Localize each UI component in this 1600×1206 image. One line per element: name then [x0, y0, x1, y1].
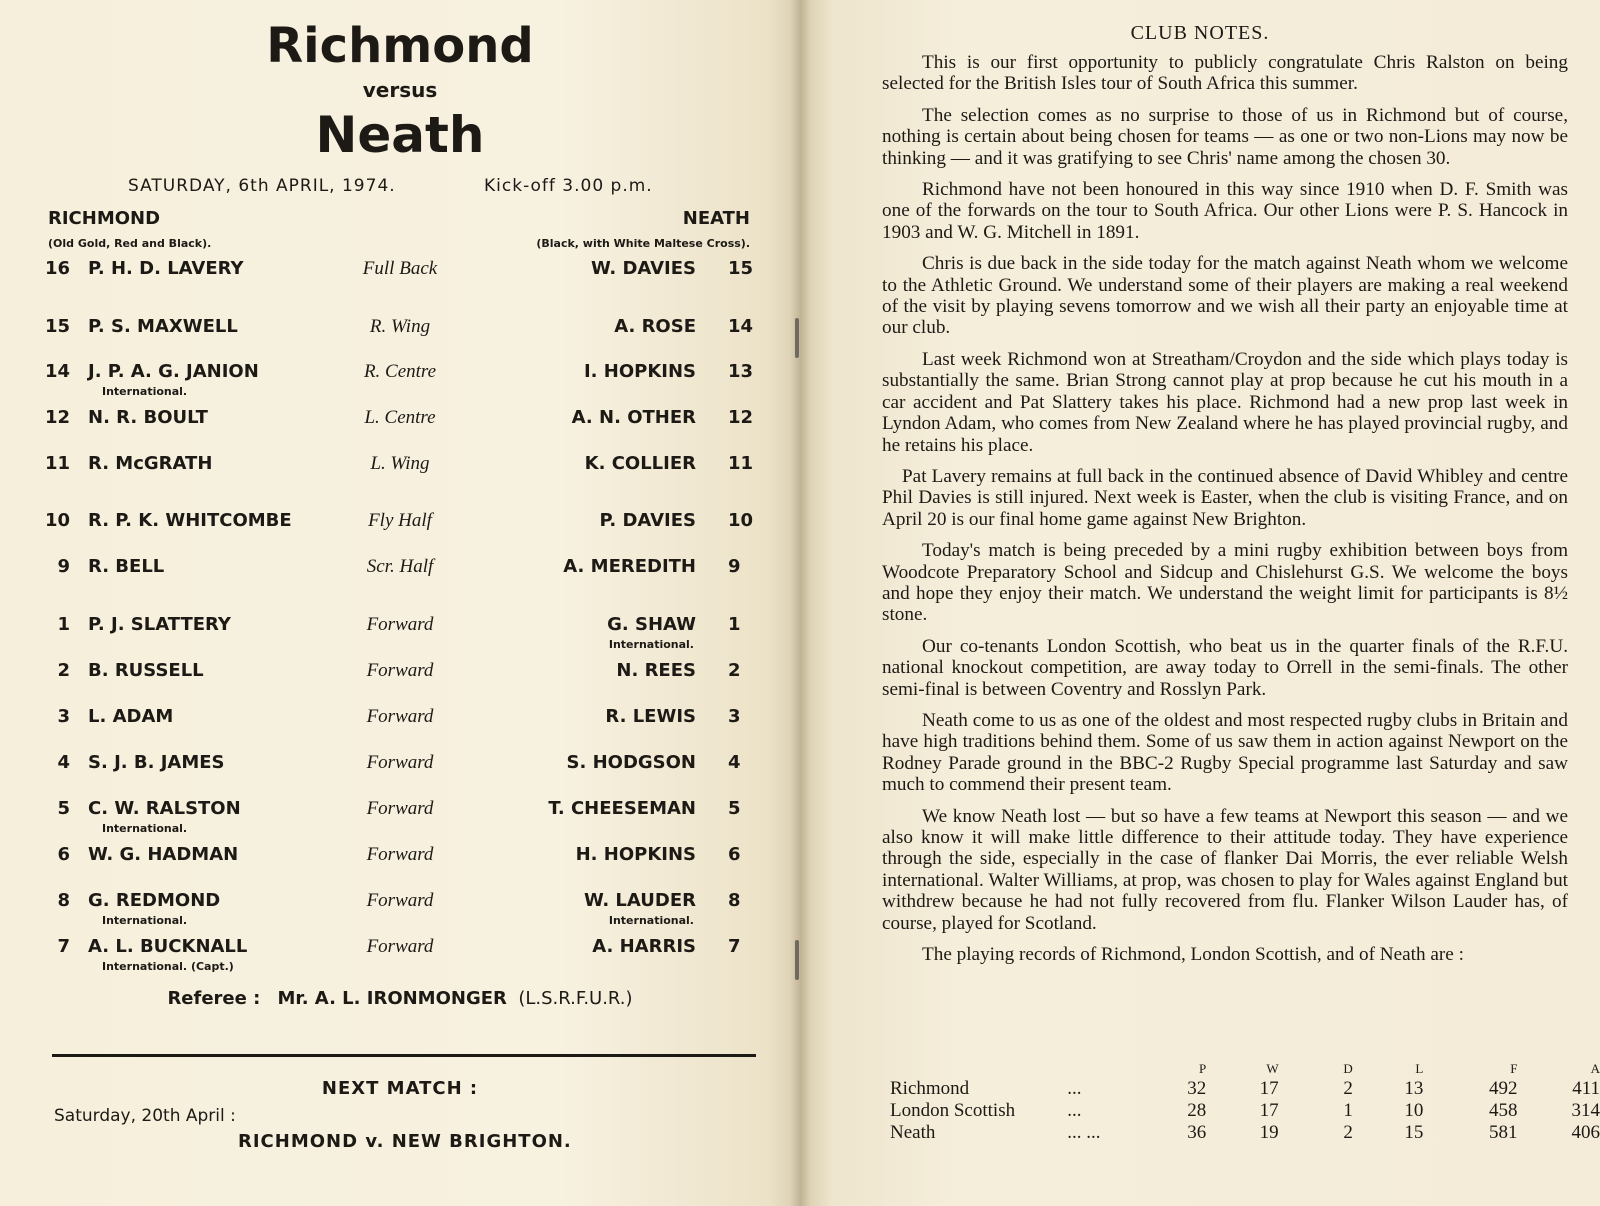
records-col-d: D	[1343, 1061, 1353, 1076]
away-player-name: T. CHEESEMAN	[548, 798, 696, 819]
club-notes-paragraph: Richmond have not been honoured in this way since 1910 when D. F. Smith was one of the forwards on the tour to South Africa. Our other Lions were P. S. Hancock in 1903 and W. G. Mitchell in 1891.	[882, 179, 1568, 243]
referee-line	[0, 988, 800, 1009]
next-match-heading: NEXT MATCH :	[321, 1078, 479, 1099]
home-shirt-number: 1	[57, 614, 70, 635]
home-player-note: International. (Capt.)	[102, 960, 234, 973]
home-team-title: Richmond	[266, 18, 534, 74]
records-value: 15	[1404, 1122, 1424, 1143]
player-position: Full Back	[362, 258, 438, 279]
club-notes-paragraph: The playing records of Richmond, London Scottish, and of Neath are :	[922, 944, 1464, 966]
home-player-name: G. REDMOND	[88, 890, 221, 911]
home-shirt-number: 12	[44, 407, 70, 428]
next-match-fixture: RICHMOND v. NEW BRIGHTON.	[238, 1131, 572, 1152]
club-notes-paragraph: This is our first opportunity to publicly congratulate Chris Ralston on being selected for the British Isles tour of South Africa this summer.	[882, 52, 1568, 95]
home-player-name: P. J. SLATTERY	[88, 614, 231, 635]
records-value: 1	[1343, 1100, 1353, 1121]
home-player-name: R. McGRATH	[88, 453, 213, 474]
lineup-row	[0, 752, 800, 792]
away-player-name: R. LEWIS	[605, 706, 696, 727]
records-value: 19	[1259, 1122, 1279, 1143]
home-player-name: J. P. A. G. JANION	[88, 361, 259, 382]
away-shirt-number: 8	[728, 890, 741, 911]
records-col-w: W	[1266, 1061, 1279, 1076]
player-position: Forward	[366, 890, 434, 911]
club-notes-body	[882, 52, 1568, 975]
home-shirt-number: 6	[57, 844, 70, 865]
records-value: 406	[1571, 1122, 1600, 1143]
referee-society: (L.S.R.F.U.R.)	[518, 988, 633, 1009]
home-shirt-number: 7	[57, 936, 70, 957]
versus-label: versus	[362, 78, 438, 102]
home-player-name: P. S. MAXWELL	[88, 316, 238, 337]
next-match-date: Saturday, 20th April :	[54, 1106, 236, 1126]
player-position: R. Centre	[363, 361, 437, 382]
club-notes-heading: CLUB NOTES.	[1130, 22, 1270, 44]
records-row	[890, 1078, 1600, 1100]
club-notes-paragraph: Last week Richmond won at Streatham/Croydon and the side which plays today is substantially the same. Brian Strong cannot play at prop because he cut his mouth in a car accident and Pat Slattery takes his place. Richmond had a new prop last week in Lyndon Adam, who comes from New Zealand where he has played provincial rugby, and he retains his place.	[882, 348, 1568, 456]
staple-top	[795, 318, 799, 358]
home-player-name: B. RUSSELL	[88, 660, 204, 681]
player-position: Forward	[366, 936, 434, 957]
home-player-name: C. W. RALSTON	[88, 798, 241, 819]
lineup-row	[0, 614, 800, 654]
home-player-name: A. L. BUCKNALL	[88, 936, 248, 957]
away-shirt-number: 9	[728, 556, 741, 577]
records-dots: ... ...	[1067, 1122, 1101, 1143]
referee-label: Referee :	[167, 988, 261, 1009]
records-row	[890, 1100, 1600, 1122]
player-position: Forward	[366, 798, 434, 819]
home-player-name: P. H. D. LAVERY	[88, 258, 244, 279]
away-team-colours: (Black, with White Maltese Cross).	[536, 237, 750, 250]
home-player-note: International.	[102, 914, 188, 927]
player-position: Scr. Half	[366, 556, 434, 577]
lineup-row	[0, 706, 800, 746]
match-date: SATURDAY, 6th APRIL, 1974.	[128, 176, 396, 196]
away-shirt-number: 2	[728, 660, 741, 681]
club-notes-paragraph: Our co-tenants London Scottish, who beat us in the quarter finals of the R.F.U. national knockout competition, are away today to Orrell in the semi-finals. The other semi-final is between Coventry and Rosslyn Park.	[882, 635, 1568, 700]
away-shirt-number: 11	[728, 453, 754, 474]
records-value: 36	[1187, 1122, 1207, 1143]
records-value: 17	[1259, 1078, 1279, 1099]
home-shirt-number: 16	[44, 258, 70, 279]
lineup-row	[0, 556, 800, 596]
home-shirt-number: 9	[57, 556, 70, 577]
lineup-row	[0, 361, 800, 401]
lineup-row	[0, 890, 800, 930]
club-notes-paragraph: The selection comes as no surprise to those of us in Richmond but of course, nothing is certain about being chosen for teams — as one or two non-Lions may now be thinking — and it was gratifying to see Chris' name among the chosen 30.	[882, 104, 1568, 169]
club-notes-paragraph: Today's match is being preceded by a mini rugby exhibition between boys from Woodcote Preparatory School and Sidcup and Chislehurst G.S. We welcome the boys and hope they enjoy their match. We understand the weight limit for participants is 8½ stone.	[882, 540, 1568, 626]
player-position: L. Wing	[370, 453, 430, 474]
away-shirt-number: 12	[728, 407, 754, 428]
away-player-name: N. REES	[616, 660, 696, 681]
records-value: 2	[1343, 1078, 1353, 1099]
lineup-row	[0, 453, 800, 493]
home-shirt-number: 4	[57, 752, 70, 773]
player-position: Forward	[366, 614, 434, 635]
records-value: 32	[1187, 1078, 1207, 1099]
player-position: Forward	[366, 844, 434, 865]
home-shirt-number: 2	[57, 660, 70, 681]
records-value: 17	[1259, 1100, 1279, 1121]
away-player-name: P. DAVIES	[599, 510, 696, 531]
lineup-row	[0, 258, 800, 298]
away-player-note: International.	[608, 638, 694, 651]
away-shirt-number: 6	[728, 844, 741, 865]
away-shirt-number: 15	[728, 258, 754, 279]
records-value: 581	[1488, 1122, 1518, 1143]
home-player-name: R. BELL	[88, 556, 165, 577]
club-notes-paragraph: Chris is due back in the side today for the match against Neath whom we welcome to the Athletic Ground. We understand some of their players are making a real weekend of the visit by playing sevens tomorrow and we wish all their party an enjoyable time at our club.	[882, 253, 1568, 339]
away-player-name: A. MEREDITH	[563, 556, 696, 577]
lineup-row	[0, 316, 800, 356]
player-position: Fly Half	[368, 510, 432, 531]
away-shirt-number: 4	[728, 752, 741, 773]
away-shirt-number: 3	[728, 706, 741, 727]
home-shirt-number: 10	[44, 510, 70, 531]
records-value: 411	[1572, 1078, 1600, 1099]
home-player-name: L. ADAM	[88, 706, 174, 727]
player-position: Forward	[366, 706, 434, 727]
records-col-a: A	[1590, 1061, 1600, 1076]
records-col-f: F	[1510, 1061, 1518, 1076]
away-team-heading: NEATH	[682, 208, 750, 229]
home-shirt-number: 11	[44, 453, 70, 474]
playing-records-table	[890, 1060, 1600, 1144]
records-value: 28	[1187, 1100, 1207, 1121]
away-player-name: W. LAUDER	[583, 890, 696, 911]
club-notes-paragraph: Pat Lavery remains at full back in the continued absence of David Whibley and centre Phil Davies is still injured. Next week is Easter, when the club is visiting France, and on April 20 is our final home game against New Brighton.	[882, 465, 1568, 530]
home-shirt-number: 15	[44, 316, 70, 337]
records-value: 10	[1404, 1100, 1424, 1121]
home-shirt-number: 3	[57, 706, 70, 727]
away-shirt-number: 7	[728, 936, 741, 957]
home-player-name: W. G. HADMAN	[88, 844, 239, 865]
records-dots: ...	[1067, 1078, 1082, 1099]
away-player-name: A. N. OTHER	[571, 407, 696, 428]
home-team-colours: (Old Gold, Red and Black).	[48, 237, 212, 250]
player-position: Forward	[366, 752, 434, 773]
records-value: 2	[1343, 1122, 1353, 1143]
away-player-name: W. DAVIES	[590, 258, 696, 279]
records-dots: ...	[1067, 1100, 1082, 1121]
away-player-name: A. HARRIS	[592, 936, 696, 957]
player-position: L. Centre	[364, 407, 436, 428]
lineup-row	[0, 510, 800, 550]
away-player-note: International.	[608, 914, 694, 927]
staple-bottom	[795, 940, 799, 980]
records-value: 492	[1488, 1078, 1518, 1099]
away-shirt-number: 10	[728, 510, 754, 531]
club-notes-paragraph: Neath come to us as one of the oldest and most respected rugby clubs in Britain and have high traditions behind them. Some of us saw them in action against Newport on the Rodney Parade ground in the BBC-2 Rugby Special programme last Saturday and saw much to commend their present team.	[882, 709, 1568, 796]
club-notes-paragraph: We know Neath lost — but so have a few teams at Newport this season — and we also know it will make little difference to their attitude today. They have experience through the side, especially in the case of flanker Dai Morris, the ever reliable Welsh international. Walter Williams, at prop, was chosen to play for Wales against England but withdrew because he had not fully recovered from flu. Flanker Wilson Lauder has, of course, played for Scotland.	[882, 805, 1568, 934]
records-team: Neath	[890, 1122, 936, 1143]
away-player-name: G. SHAW	[607, 614, 696, 635]
centre-fold	[790, 0, 810, 1206]
records-value: 314	[1571, 1100, 1600, 1121]
lineup-row	[0, 798, 800, 838]
referee-name: Mr. A. L. IRONMONGER	[277, 988, 507, 1009]
records-row	[890, 1122, 1600, 1144]
records-team: Richmond	[890, 1078, 970, 1099]
divider-rule	[52, 1054, 756, 1057]
home-player-name: N. R. BOULT	[88, 407, 208, 428]
home-player-note: International.	[102, 822, 188, 835]
away-shirt-number: 13	[728, 361, 754, 382]
lineup-row	[0, 660, 800, 700]
away-shirt-number: 1	[728, 614, 741, 635]
home-shirt-number: 14	[44, 361, 70, 382]
home-player-note: International.	[102, 385, 188, 398]
away-shirt-number: 5	[728, 798, 741, 819]
records-col-p: P	[1198, 1061, 1207, 1076]
away-team-title: Neath	[315, 106, 485, 164]
away-player-name: H. HOPKINS	[575, 844, 696, 865]
lineup-row	[0, 936, 800, 976]
records-value: 458	[1488, 1100, 1518, 1121]
club-notes-page	[800, 0, 1600, 1206]
player-position: Forward	[366, 660, 434, 681]
away-shirt-number: 14	[728, 316, 754, 337]
away-player-name: K. COLLIER	[584, 453, 696, 474]
lineup-row	[0, 407, 800, 447]
away-player-name: A. ROSE	[614, 316, 696, 337]
records-col-l: L	[1415, 1061, 1424, 1076]
records-header-row	[890, 1060, 1600, 1078]
away-player-name: S. HODGSON	[566, 752, 696, 773]
records-value: 13	[1404, 1078, 1424, 1099]
records-team: London Scottish	[890, 1100, 1016, 1121]
home-shirt-number: 5	[57, 798, 70, 819]
home-shirt-number: 8	[57, 890, 70, 911]
home-team-heading: RICHMOND	[48, 208, 161, 229]
kickoff-time: Kick-off 3.00 p.m.	[484, 176, 653, 196]
home-player-name: R. P. K. WHITCOMBE	[88, 510, 292, 531]
home-player-name: S. J. B. JAMES	[88, 752, 225, 773]
player-position: R. Wing	[369, 316, 431, 337]
away-player-name: I. HOPKINS	[583, 361, 696, 382]
lineup-row	[0, 844, 800, 884]
